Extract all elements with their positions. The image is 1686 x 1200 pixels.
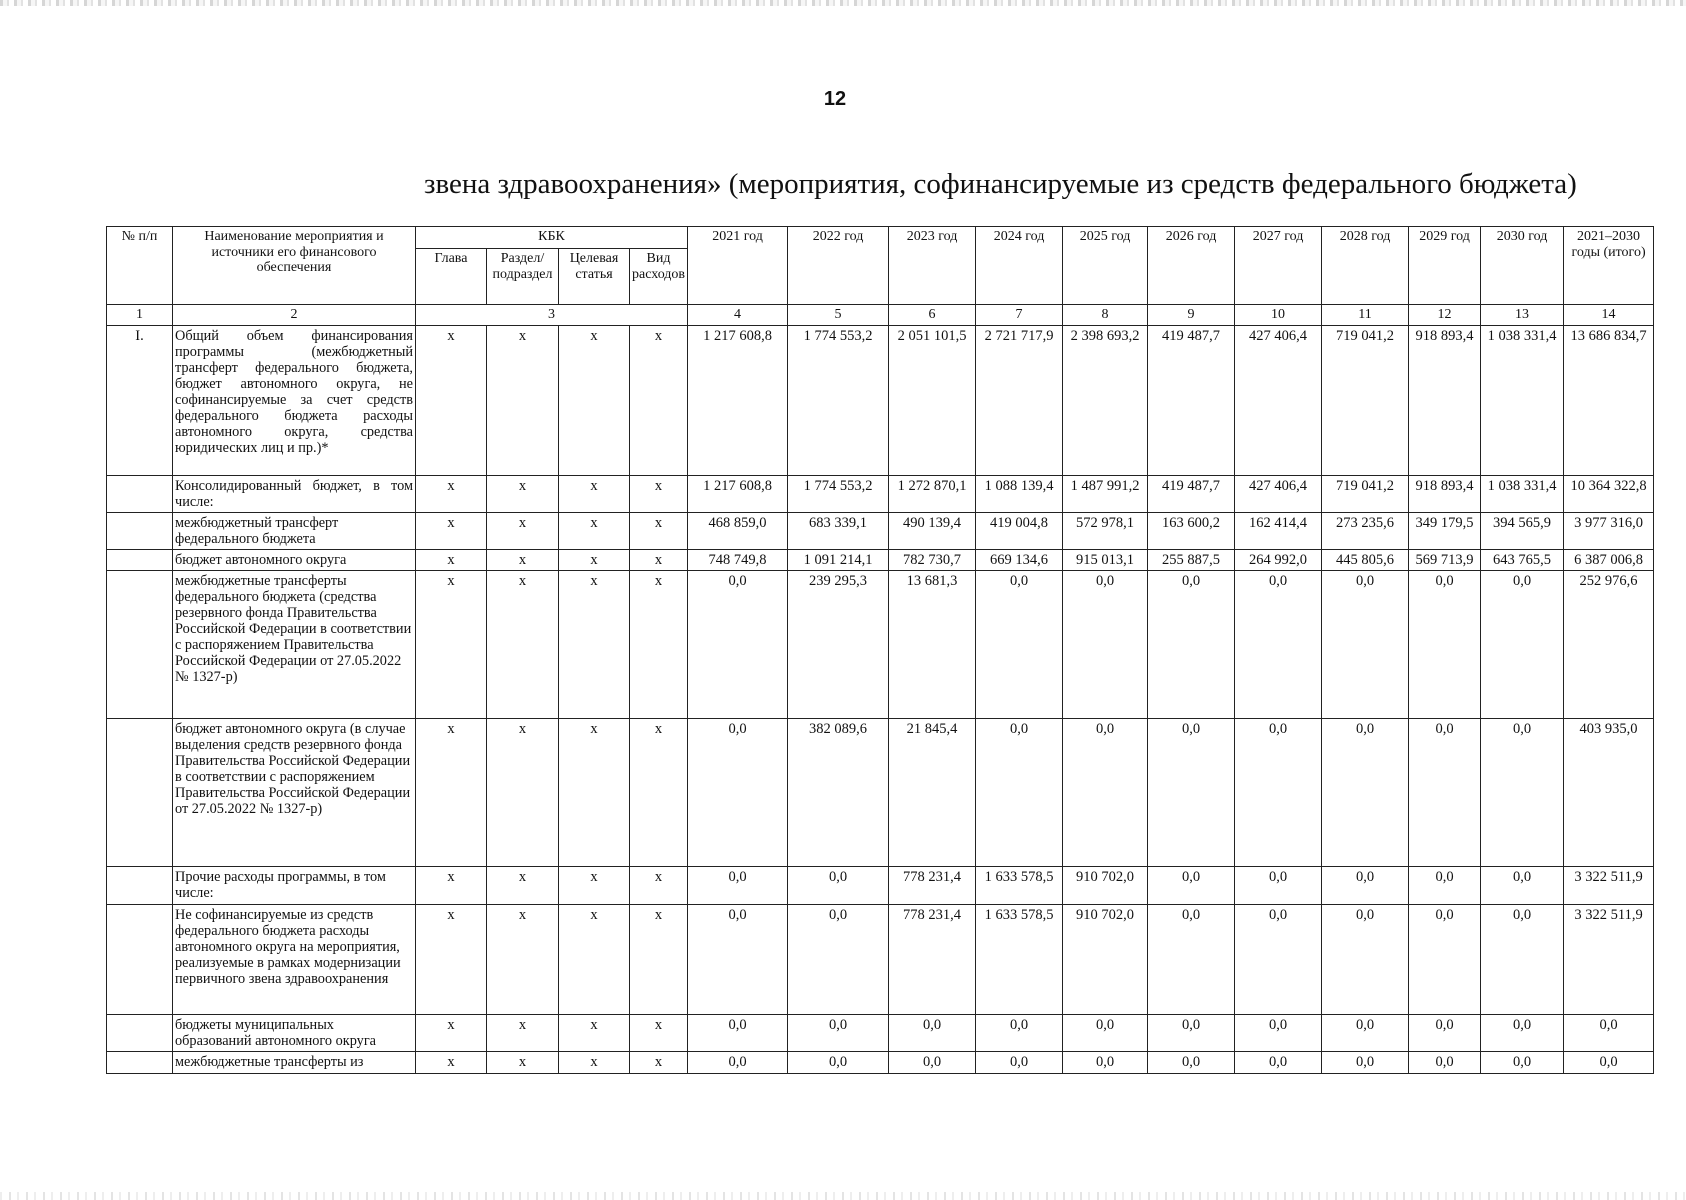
kbk-cell: x: [630, 1014, 688, 1051]
kbk-cell: x: [630, 512, 688, 549]
amount-cell: 445 805,6: [1322, 549, 1409, 570]
table-row: [107, 1051, 1654, 1073]
amount-cell: 0,0: [1148, 570, 1235, 718]
amount-cell: 163 600,2: [1148, 512, 1235, 549]
amount-cell: 0,0: [1322, 718, 1409, 866]
header-vid: Вид расходов: [630, 249, 688, 305]
row-name-cell: межбюджетные трансферты из: [173, 1051, 416, 1073]
amount-cell: 572 978,1: [1063, 512, 1148, 549]
header-2022: 2022 год: [788, 227, 889, 305]
amount-cell: 782 730,7: [889, 549, 976, 570]
amount-cell: 0,0: [1409, 1051, 1481, 1073]
kbk-cell: x: [416, 475, 487, 512]
column-number: 1: [107, 305, 173, 326]
kbk-cell: x: [630, 1051, 688, 1073]
amount-cell: 349 179,5: [1409, 512, 1481, 549]
amount-cell: 719 041,2: [1322, 325, 1409, 475]
kbk-cell: x: [487, 866, 559, 904]
amount-cell: 0,0: [1481, 866, 1564, 904]
amount-cell: 3 322 511,9: [1564, 866, 1654, 904]
kbk-cell: x: [559, 549, 630, 570]
amount-cell: 3 322 511,9: [1564, 904, 1654, 1014]
amount-cell: 468 859,0: [688, 512, 788, 549]
amount-cell: 490 139,4: [889, 512, 976, 549]
header-name: Наименование мероприятия и источники его финансового обеспечения: [173, 227, 416, 305]
amount-cell: 643 765,5: [1481, 549, 1564, 570]
amount-cell: 1 217 608,8: [688, 475, 788, 512]
amount-cell: 0,0: [1148, 718, 1235, 866]
amount-cell: 0,0: [1481, 1051, 1564, 1073]
amount-cell: 1 217 608,8: [688, 325, 788, 475]
amount-cell: 0,0: [688, 570, 788, 718]
column-number-row: [107, 305, 1654, 326]
amount-cell: 419 487,7: [1148, 475, 1235, 512]
amount-cell: 273 235,6: [1322, 512, 1409, 549]
amount-cell: 2 398 693,2: [1063, 325, 1148, 475]
amount-cell: 910 702,0: [1063, 904, 1148, 1014]
row-number-cell: [107, 718, 173, 866]
row-number-cell: [107, 549, 173, 570]
kbk-cell: x: [416, 570, 487, 718]
amount-cell: 0,0: [1409, 904, 1481, 1014]
amount-cell: 915 013,1: [1063, 549, 1148, 570]
amount-cell: 427 406,4: [1235, 325, 1322, 475]
amount-cell: 0,0: [788, 1014, 889, 1051]
kbk-cell: x: [487, 549, 559, 570]
amount-cell: 0,0: [976, 1014, 1063, 1051]
amount-cell: 0,0: [1322, 866, 1409, 904]
header-2026: 2026 год: [1148, 227, 1235, 305]
amount-cell: 1 272 870,1: [889, 475, 976, 512]
column-number: 10: [1235, 305, 1322, 326]
column-number: 14: [1564, 305, 1654, 326]
kbk-cell: x: [487, 1014, 559, 1051]
amount-cell: 1 774 553,2: [788, 325, 889, 475]
header-tselevaya: Целевая статья: [559, 249, 630, 305]
header-row-top: [107, 227, 1654, 249]
amount-cell: 13 681,3: [889, 570, 976, 718]
kbk-cell: x: [630, 475, 688, 512]
header-2023: 2023 год: [889, 227, 976, 305]
column-number: 2: [173, 305, 416, 326]
kbk-cell: x: [416, 1014, 487, 1051]
amount-cell: 0,0: [1409, 866, 1481, 904]
header-total: 2021–2030 годы (итого): [1564, 227, 1654, 305]
amount-cell: 0,0: [688, 1014, 788, 1051]
amount-cell: 1 774 553,2: [788, 475, 889, 512]
amount-cell: 1 088 139,4: [976, 475, 1063, 512]
amount-cell: 403 935,0: [1564, 718, 1654, 866]
kbk-cell: x: [559, 718, 630, 866]
kbk-cell: x: [559, 866, 630, 904]
amount-cell: 0,0: [889, 1051, 976, 1073]
amount-cell: 162 414,4: [1235, 512, 1322, 549]
amount-cell: 0,0: [1063, 1051, 1148, 1073]
table-row: [107, 570, 1654, 718]
kbk-cell: x: [416, 325, 487, 475]
amount-cell: 0,0: [1235, 1014, 1322, 1051]
amount-cell: 0,0: [1481, 570, 1564, 718]
kbk-cell: x: [559, 570, 630, 718]
amount-cell: 0,0: [1148, 1014, 1235, 1051]
kbk-cell: x: [487, 1051, 559, 1073]
amount-cell: 0,0: [1481, 718, 1564, 866]
amount-cell: 0,0: [976, 570, 1063, 718]
amount-cell: 0,0: [1409, 570, 1481, 718]
financing-table: [106, 226, 1654, 1074]
amount-cell: 10 364 322,8: [1564, 475, 1654, 512]
row-number-cell: [107, 866, 173, 904]
amount-cell: 1 487 991,2: [1063, 475, 1148, 512]
header-2025: 2025 год: [1063, 227, 1148, 305]
table-row: [107, 549, 1654, 570]
kbk-cell: x: [630, 549, 688, 570]
column-number: 13: [1481, 305, 1564, 326]
row-number-cell: [107, 512, 173, 549]
amount-cell: 2 721 717,9: [976, 325, 1063, 475]
header-2029: 2029 год: [1409, 227, 1481, 305]
kbk-cell: x: [416, 866, 487, 904]
header-2021: 2021 год: [688, 227, 788, 305]
amount-cell: 255 887,5: [1148, 549, 1235, 570]
kbk-cell: x: [487, 904, 559, 1014]
row-name-cell: бюджеты муниципальных образований автономного округа: [173, 1014, 416, 1051]
row-name-cell: Консолидированный бюджет, в том числе:: [173, 475, 416, 512]
row-name-cell: межбюджетные трансферты федерального бюджета (средства резервного фонда Правительства Российской Федерации в соответствии с распоряжением Правительства Российской Федерации от 27.05.2022 № 1327-р): [173, 570, 416, 718]
header-2028: 2028 год: [1322, 227, 1409, 305]
amount-cell: 6 387 006,8: [1564, 549, 1654, 570]
kbk-cell: x: [630, 718, 688, 866]
amount-cell: 0,0: [976, 718, 1063, 866]
column-number: 8: [1063, 305, 1148, 326]
amount-cell: 748 749,8: [688, 549, 788, 570]
table-row: [107, 475, 1654, 512]
column-number: 3: [416, 305, 688, 326]
kbk-cell: x: [559, 512, 630, 549]
amount-cell: 0,0: [1481, 1014, 1564, 1051]
table-row: [107, 718, 1654, 866]
row-name-cell: Не софинансируемые из средств федерального бюджета расходы автономного округа на мероприятия, реализуемые в рамках модернизации первичного звена здравоохранения: [173, 904, 416, 1014]
header-num: № п/п: [107, 227, 173, 305]
kbk-cell: x: [487, 570, 559, 718]
amount-cell: 0,0: [1481, 904, 1564, 1014]
amount-cell: 394 565,9: [1481, 512, 1564, 549]
row-name-cell: Общий объем финансирования программы (межбюджетный трансферт федерального бюджета, бюджет автономного округа, не софинансируемые за счет средств федерального бюджета расходы автономного округа, средства юридических лиц и пр.)*: [173, 325, 416, 475]
kbk-cell: x: [630, 904, 688, 1014]
amount-cell: 0,0: [688, 904, 788, 1014]
table-row: [107, 1014, 1654, 1051]
scan-edge-top: [0, 0, 1686, 6]
column-number: 9: [1148, 305, 1235, 326]
amount-cell: 0,0: [1322, 1014, 1409, 1051]
amount-cell: 0,0: [1063, 1014, 1148, 1051]
amount-cell: 264 992,0: [1235, 549, 1322, 570]
amount-cell: 0,0: [1409, 718, 1481, 866]
amount-cell: 382 089,6: [788, 718, 889, 866]
kbk-cell: x: [416, 549, 487, 570]
kbk-cell: x: [559, 1051, 630, 1073]
amount-cell: 0,0: [1409, 1014, 1481, 1051]
kbk-cell: x: [630, 866, 688, 904]
amount-cell: 1 038 331,4: [1481, 325, 1564, 475]
table-row: [107, 904, 1654, 1014]
row-number-cell: [107, 1014, 173, 1051]
amount-cell: 239 295,3: [788, 570, 889, 718]
kbk-cell: x: [630, 570, 688, 718]
amount-cell: 910 702,0: [1063, 866, 1148, 904]
amount-cell: 21 845,4: [889, 718, 976, 866]
amount-cell: 0,0: [889, 1014, 976, 1051]
row-name-cell: Прочие расходы программы, в том числе:: [173, 866, 416, 904]
amount-cell: 778 231,4: [889, 904, 976, 1014]
amount-cell: 918 893,4: [1409, 325, 1481, 475]
amount-cell: 0,0: [1063, 570, 1148, 718]
kbk-cell: x: [416, 1051, 487, 1073]
column-number: 12: [1409, 305, 1481, 326]
row-number-cell: [107, 1051, 173, 1073]
row-number-cell: [107, 570, 173, 718]
amount-cell: 918 893,4: [1409, 475, 1481, 512]
amount-cell: 0,0: [1235, 570, 1322, 718]
amount-cell: 669 134,6: [976, 549, 1063, 570]
kbk-cell: x: [559, 325, 630, 475]
column-number: 11: [1322, 305, 1409, 326]
kbk-cell: x: [416, 904, 487, 1014]
column-number: 6: [889, 305, 976, 326]
amount-cell: 0,0: [1148, 1051, 1235, 1073]
amount-cell: 0,0: [688, 866, 788, 904]
row-name-cell: межбюджетный трансферт федерального бюджета: [173, 512, 416, 549]
kbk-cell: x: [559, 1014, 630, 1051]
amount-cell: 1 091 214,1: [788, 549, 889, 570]
amount-cell: 719 041,2: [1322, 475, 1409, 512]
header-2030: 2030 год: [1481, 227, 1564, 305]
header-2027: 2027 год: [1235, 227, 1322, 305]
amount-cell: 0,0: [688, 718, 788, 866]
header-2024: 2024 год: [976, 227, 1063, 305]
amount-cell: 2 051 101,5: [889, 325, 976, 475]
column-number: 7: [976, 305, 1063, 326]
amount-cell: 0,0: [788, 866, 889, 904]
amount-cell: 419 487,7: [1148, 325, 1235, 475]
row-name-cell: бюджет автономного округа (в случае выделения средств резервного фонда Правительства Российской Федерации в соответствии с распоряжением Правительства Российской Федерации от 27.05.2022 № 1327-р): [173, 718, 416, 866]
amount-cell: 0,0: [1148, 904, 1235, 1014]
amount-cell: 0,0: [1564, 1014, 1654, 1051]
amount-cell: 683 339,1: [788, 512, 889, 549]
amount-cell: 0,0: [1235, 1051, 1322, 1073]
column-number: 4: [688, 305, 788, 326]
kbk-cell: x: [630, 325, 688, 475]
amount-cell: 0,0: [1235, 718, 1322, 866]
column-number: 5: [788, 305, 889, 326]
kbk-cell: x: [416, 718, 487, 866]
kbk-cell: x: [416, 512, 487, 549]
amount-cell: 419 004,8: [976, 512, 1063, 549]
page-heading: звена здравоохранения» (мероприятия, софинансируемые из средств федерального бюджета): [424, 168, 1577, 200]
header-kbk: КБК: [416, 227, 688, 249]
kbk-cell: x: [487, 325, 559, 475]
amount-cell: 252 976,6: [1564, 570, 1654, 718]
amount-cell: 13 686 834,7: [1564, 325, 1654, 475]
amount-cell: 569 713,9: [1409, 549, 1481, 570]
row-number-cell: [107, 904, 173, 1014]
kbk-cell: x: [487, 718, 559, 866]
amount-cell: 0,0: [1322, 1051, 1409, 1073]
amount-cell: 0,0: [1148, 866, 1235, 904]
row-number-cell: [107, 475, 173, 512]
kbk-cell: x: [559, 475, 630, 512]
amount-cell: 0,0: [1235, 904, 1322, 1014]
scan-edge-bottom: [0, 1192, 1686, 1200]
kbk-cell: x: [559, 904, 630, 1014]
amount-cell: 1 633 578,5: [976, 866, 1063, 904]
table-row: [107, 325, 1654, 475]
row-name-cell: бюджет автономного округа: [173, 549, 416, 570]
row-number-cell: I.: [107, 325, 173, 475]
amount-cell: 0,0: [1063, 718, 1148, 866]
amount-cell: 1 633 578,5: [976, 904, 1063, 1014]
amount-cell: 0,0: [1322, 570, 1409, 718]
amount-cell: 3 977 316,0: [1564, 512, 1654, 549]
amount-cell: 0,0: [1322, 904, 1409, 1014]
table-row: [107, 512, 1654, 549]
header-glava: Глава: [416, 249, 487, 305]
amount-cell: 0,0: [688, 1051, 788, 1073]
table-row: [107, 866, 1654, 904]
amount-cell: 0,0: [976, 1051, 1063, 1073]
amount-cell: 427 406,4: [1235, 475, 1322, 512]
amount-cell: 778 231,4: [889, 866, 976, 904]
amount-cell: 0,0: [1564, 1051, 1654, 1073]
kbk-cell: x: [487, 475, 559, 512]
page-number: 12: [823, 88, 847, 110]
amount-cell: 0,0: [788, 1051, 889, 1073]
kbk-cell: x: [487, 512, 559, 549]
header-razdel: Раздел/ подраздел: [487, 249, 559, 305]
amount-cell: 1 038 331,4: [1481, 475, 1564, 512]
amount-cell: 0,0: [788, 904, 889, 1014]
amount-cell: 0,0: [1235, 866, 1322, 904]
